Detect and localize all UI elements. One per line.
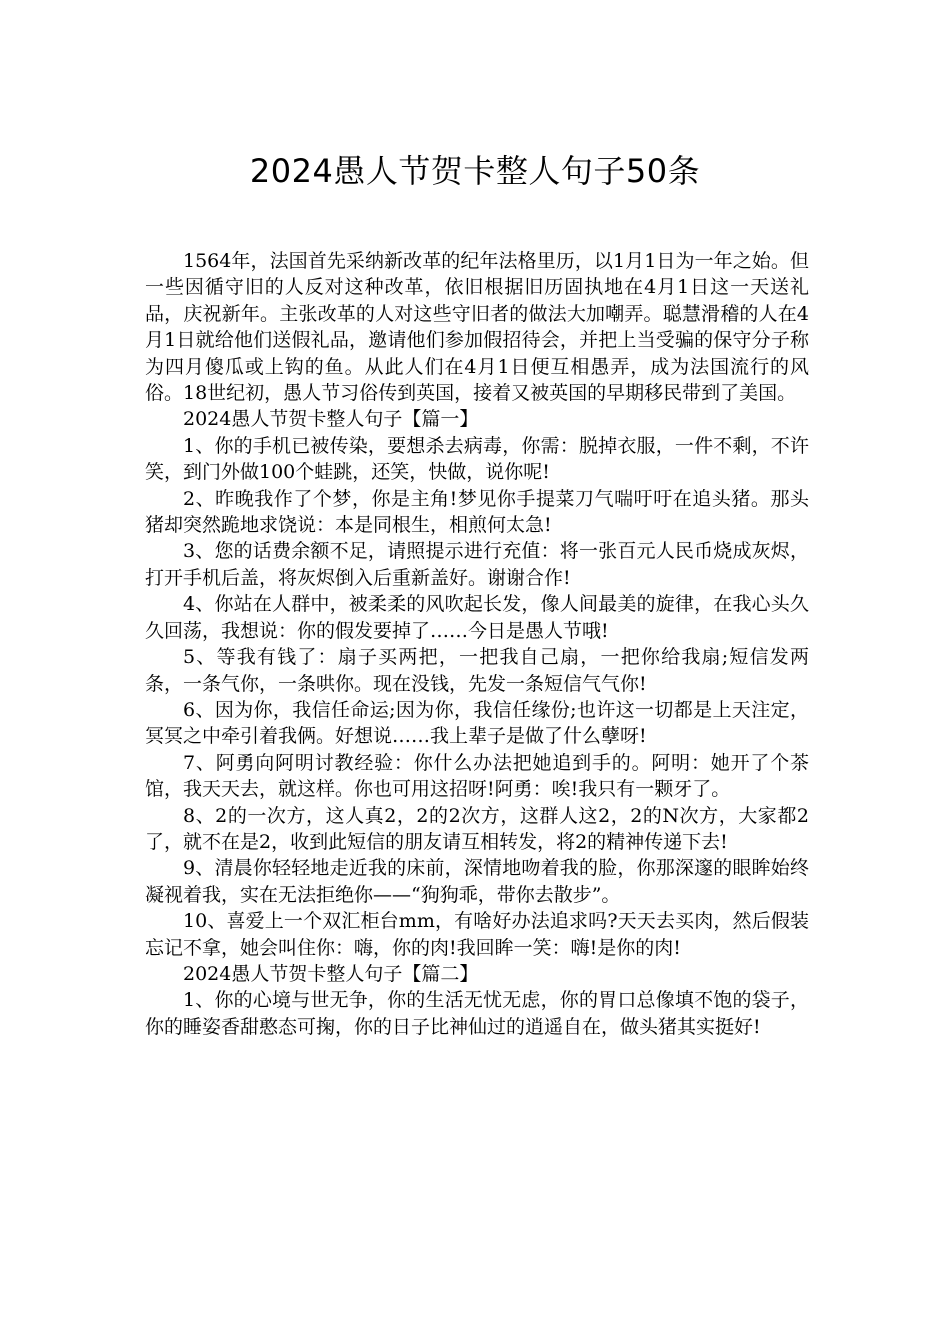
document-title: 2024愚人节贺卡整人句子50条 [249, 152, 701, 191]
list-item: 6、因为你，我信任命运;因为你，我信任缘份;也许这一切都是上天注定，冥冥之中牵引着我俩。好想说……我上辈子是做了什么孽呀! [145, 698, 809, 748]
list-item: 3、您的话费余额不足，请照提示进行充值：将一张百元人民币烧成灰烬，打开手机后盖，将灰烬倒入后重新盖好。谢谢合作! [145, 540, 809, 589]
section-heading-2: 2024愚人节贺卡整人句子【篇二】 [183, 962, 479, 985]
list-item: 1、你的心境与世无争，你的生活无忧无虑，你的胃口总像填不饱的袋子，你的睡姿香甜憨态可掬，你的日子比神仙过的逍遥自在，做头猪其实挺好! [145, 989, 809, 1038]
list-item: 9、清晨你轻轻地走近我的床前，深情地吻着我的脸，你那深邃的眼眸始终凝视着我，实在无法拒绝你——“狗狗乖，带你去散步”。 [145, 857, 809, 906]
document-body [145, 248, 809, 1040]
list-item: 5、等我有钱了：扇子买两把，一把我自己扇，一把你给我扇;短信发两条，一条气你，一条哄你。现在没钱，先发一条短信气气你! [145, 646, 809, 695]
list-item: 2、昨晚我作了个梦，你是主角!梦见你手提菜刀气喘吁吁在追头猪。那头猪却突然跪地求饶说：本是同根生，相煎何太急! [145, 487, 809, 537]
list-item: 1、你的手机已被传染，要想杀去病毒，你需：脱掉衣服，一件不剩，不许笑，到门外做100个蛙跳，还笑，快做，说你呢! [145, 434, 809, 484]
list-item: 7、阿勇向阿明讨教经验：你什么办法把她追到手的。阿明：她开了个茶馆，我天天去，就这样。你也可用这招呀!阿勇：唉!我只有一颗牙了。 [145, 751, 809, 801]
list-item: 4、你站在人群中，被柔柔的风吹起长发，像人间最美的旋律，在我心头久久回荡，我想说：你的假发要掉了……今日是愚人节哦! [145, 593, 809, 642]
list-item: 10、喜爱上一个双汇柜台mm，有啥好办法追求吗?天天去买肉，然后假装忘记不拿，她会叫住你：嗨，你的肉!我回眸一笑：嗨!是你的肉! [145, 910, 809, 959]
section-heading-1: 2024愚人节贺卡整人句子【篇一】 [183, 408, 479, 431]
intro-paragraph: 1564年，法国首先采纳新改革的纪年法格里历，以1月1日为一年之始。但一些因循守旧的人反对这种改革，依旧根据旧历固执地在4月1日这一天送礼品，庆祝新年。主张改革的人对这些守旧者的做法大加嘲弄。聪慧滑稽的人在4月1日就给他们送假礼品，邀请他们参加假招待会，并把上当受骗的保守分子称为四月傻瓜或上钩的鱼。从此人们在4月1日便互相愚弄，成为法国流行的风俗。18世纪初，愚人节习俗传到英国，接着又被英国的早期移民带到了美国。 [145, 250, 809, 405]
list-item: 8、2的一次方，这人真2，2的2次方，这群人这2，2的N次方，大家都2了，就不在是2，收到此短信的朋友请互相转发，将2的精神传递下去! [145, 804, 809, 853]
